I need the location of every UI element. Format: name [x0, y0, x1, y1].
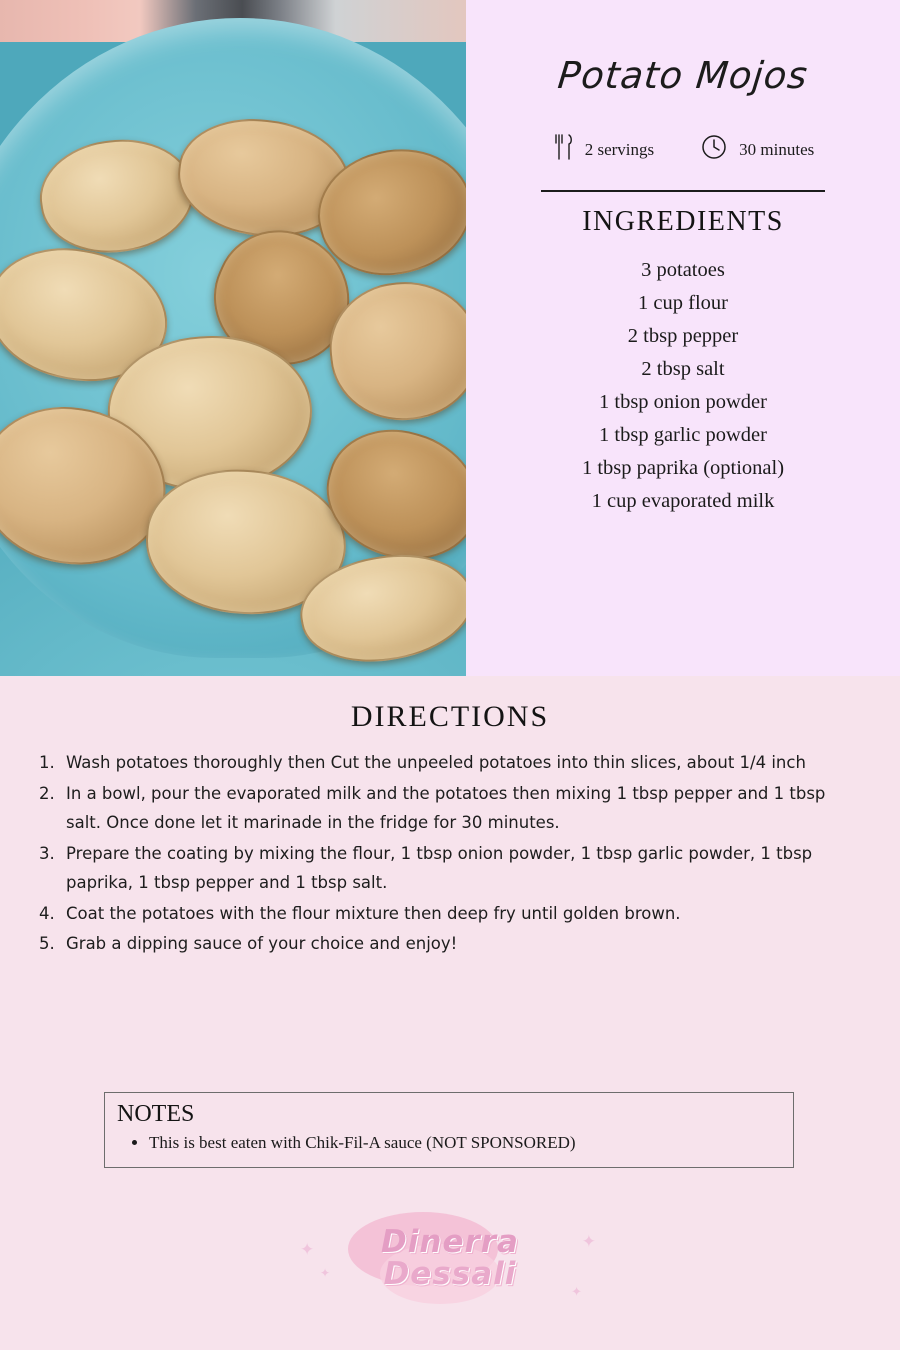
- ingredients-heading: INGREDIENTS: [582, 206, 784, 237]
- list-item: 1 tbsp onion powder: [599, 391, 767, 413]
- list-item: 2. In a bowl, pour the evaporated milk and the potatoes then mixing 1 tbsp pepper and 1 tbsp salt. Once done let it marinade in the fridge for 30 minutes.: [60, 779, 854, 838]
- directions-list: [36, 748, 854, 959]
- sparkle-icon: ✦: [300, 1240, 315, 1259]
- notes-heading: NOTES: [117, 1101, 195, 1127]
- directions-section: [0, 676, 900, 1350]
- list-item: 3. Prepare the coating by mixing the flour, 1 tbsp onion powder, 1 tbsp garlic powder, 1 tbsp paprika, 1 tbsp pepper and 1 tbsp salt.: [60, 839, 854, 898]
- page-title: Potato Mojos: [555, 54, 811, 97]
- list-item: 2 tbsp pepper: [627, 325, 739, 347]
- list-item: 3 potatoes: [641, 259, 725, 281]
- list-item: 1 cup flour: [638, 292, 728, 314]
- list-item: 1 tbsp paprika (optional): [581, 457, 785, 479]
- list-item: 5. Grab a dipping sauce of your choice and enjoy!: [60, 929, 854, 959]
- list-item: 1 cup evaporated milk: [591, 490, 775, 512]
- directions-heading: DIRECTIONS: [350, 700, 550, 733]
- servings-meta: [552, 133, 654, 166]
- recipe-photo: [0, 0, 466, 676]
- clock-icon: [700, 133, 728, 166]
- list-item: 1. Wash potatoes thoroughly then Cut the unpeeled potatoes into thin slices, about 1/4 inch: [60, 748, 854, 778]
- notes-box: [104, 1092, 794, 1168]
- recipe-summary-card: [466, 0, 900, 676]
- logo-inner: [290, 1206, 610, 1316]
- notes-list: [117, 1130, 781, 1155]
- logo-line-2: Dessali: [383, 1256, 517, 1292]
- list-item: 4. Coat the potatoes with the flour mixture then deep fry until golden brown.: [60, 899, 854, 929]
- sparkle-icon: ✦: [581, 1232, 596, 1251]
- ingredients-list: [488, 254, 878, 518]
- servings-label: 2 servings: [584, 139, 655, 159]
- logo-line-1: Dinerra: [381, 1224, 519, 1260]
- divider: [541, 190, 825, 192]
- list-item: 1 tbsp garlic powder: [599, 424, 767, 446]
- list-item: 2 tbsp salt: [641, 358, 725, 380]
- sparkle-icon: ✦: [571, 1284, 582, 1299]
- brand-logo: [0, 1206, 900, 1326]
- time-meta: [700, 133, 814, 166]
- time-label: 30 minutes: [739, 139, 815, 159]
- list-item: • This is best eaten with Chik-Fil-A sauce (NOT SPONSORED): [149, 1130, 781, 1155]
- recipe-meta: [488, 133, 878, 166]
- sparkle-icon: ✦: [320, 1266, 331, 1280]
- cutlery-icon: [552, 133, 574, 166]
